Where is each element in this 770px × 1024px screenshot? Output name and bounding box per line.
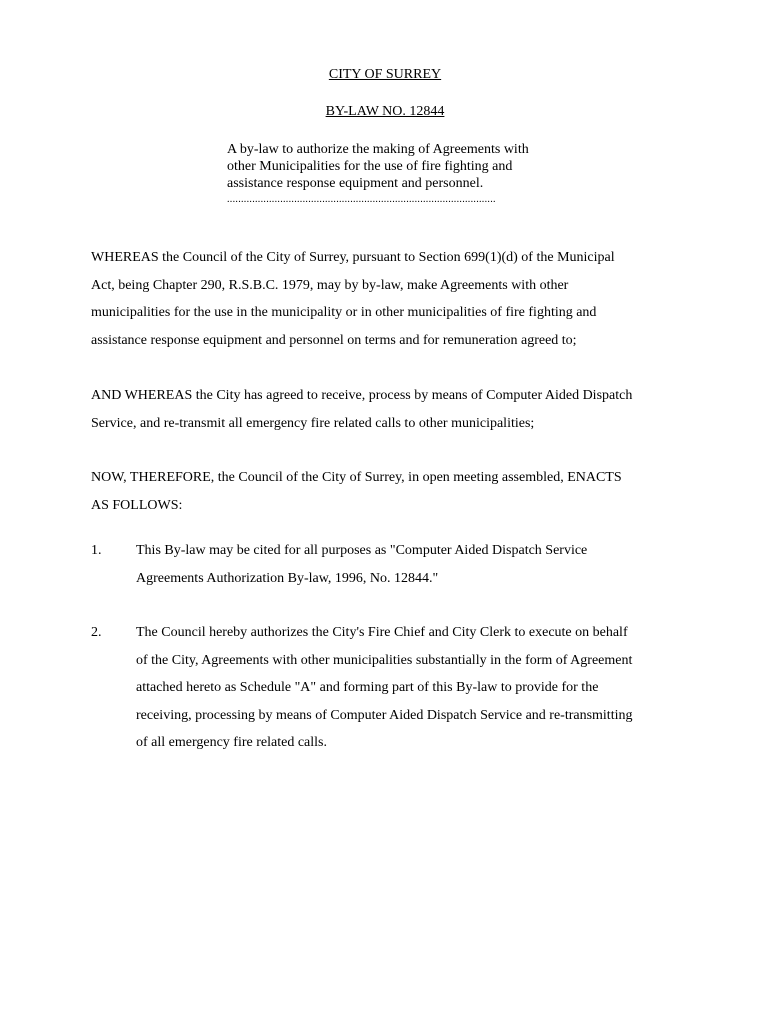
summary-line: assistance response equipment and personnel. <box>227 176 484 191</box>
bylaw-number: BY-LAW NO. 12844 <box>325 104 445 119</box>
paragraph-line: NOW, THEREFORE, the Council of the City of Surrey, in open meeting assembled, ENACTS <box>91 470 622 485</box>
bylaw-summary <box>227 141 567 205</box>
section-body <box>136 625 696 763</box>
paragraph-line: AND WHEREAS the City has agreed to receive, process by means of Computer Aided Dispatch <box>91 388 633 403</box>
section-body <box>136 543 696 598</box>
paragraph-line: Act, being Chapter 290, R.S.B.C. 1979, may by by-law, make Agreements with other <box>91 277 569 293</box>
summary-line: other Municipalities for the use of fire fighting and <box>227 159 513 174</box>
whereas-paragraph <box>91 250 691 360</box>
section-line: of all emergency fire related calls. <box>136 735 327 750</box>
section-line: The Council hereby authorizes the City's Fire Chief and City Clerk to execute on behalf <box>136 625 628 640</box>
city-title: CITY OF SURREY <box>328 67 442 82</box>
section-number: 2. <box>91 625 102 640</box>
enacting-clause <box>91 470 691 525</box>
section-line: This By-law may be cited for all purposes as "Computer Aided Dispatch Service <box>136 543 588 558</box>
section-line: Agreements Authorization By-law, 1996, No. 12844." <box>136 570 439 586</box>
paragraph-line: AS FOLLOWS: <box>91 497 183 513</box>
section-line: receiving, processing by means of Computer Aided Dispatch Service and re-transmitting <box>136 707 633 723</box>
paragraph-line: WHEREAS the Council of the City of Surrey, pursuant to Section 699(1)(d) of the Municipal <box>91 250 615 265</box>
section-number: 1. <box>91 543 102 558</box>
dotted-rule: ................................................................................................ <box>227 195 496 205</box>
paragraph-line: Service, and re-transmit all emergency fire related calls to other municipalities; <box>91 415 535 431</box>
paragraph-line: municipalities for the use in the municipality or in other municipalities of fire fighting and <box>91 305 597 320</box>
paragraph-line: assistance response equipment and personnel on terms and for remuneration agreed to; <box>91 332 577 348</box>
and-whereas-paragraph <box>91 388 691 443</box>
summary-line: A by-law to authorize the making of Agreements with <box>227 142 529 157</box>
section-line: of the City, Agreements with other municipalities substantially in the form of Agreement <box>136 652 633 668</box>
section-line: attached hereto as Schedule "A" and forming part of this By-law to provide for the <box>136 680 599 695</box>
